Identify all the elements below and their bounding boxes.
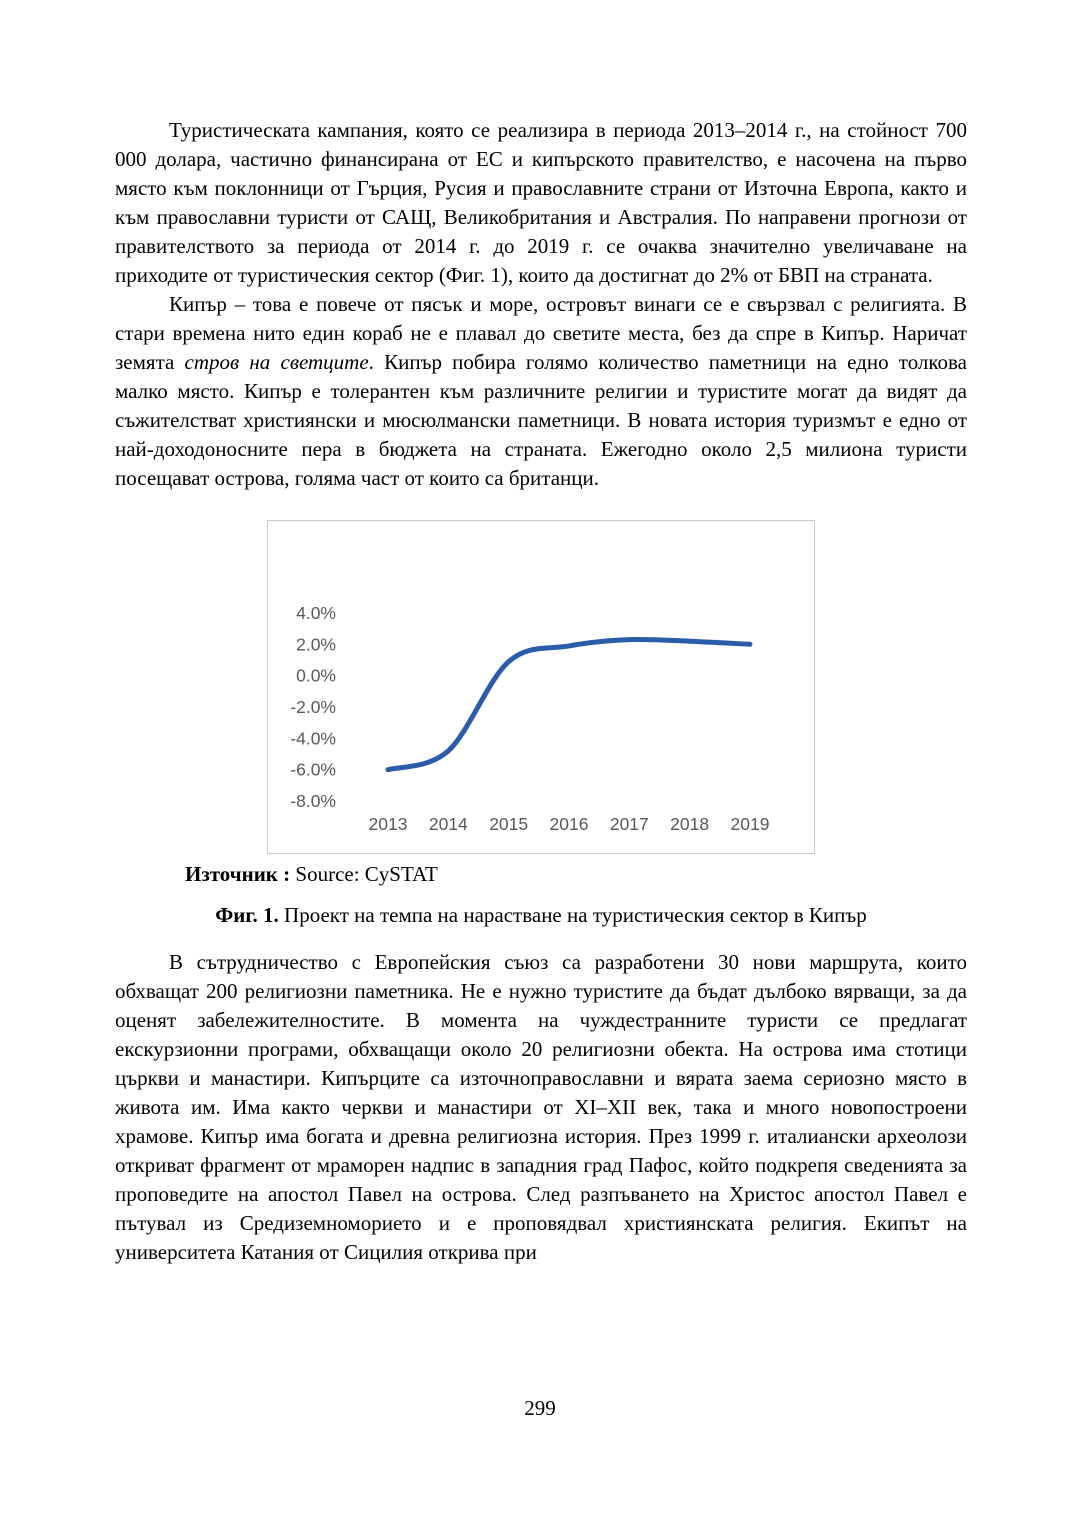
y-axis-tick-label: -8.0% bbox=[290, 791, 336, 811]
figure-caption-text: Проект на темпа на нарастване на туристическия сектор в Кипър bbox=[278, 903, 867, 927]
figure-source-label: Източник : bbox=[185, 862, 291, 886]
y-axis-tick-label: 4.0% bbox=[296, 603, 336, 623]
figure-caption-number: Фиг. 1. bbox=[215, 903, 279, 927]
y-axis-tick-label: -6.0% bbox=[290, 759, 336, 780]
paragraph-eu-routes bbox=[115, 948, 967, 1267]
text-run: Туристическата кампания, която се реализира в периода 2013–2014 г., на стойност 700 000 долара, частично финансирана от ЕС и кипърското правителство, е насочена на първо място към поклонници от Гърция, Русия и православните страни от Източна Европа, както и към православни туристи от САЩ, Великобритания и Австралия. По направени прогнози от правителството за периода от 2014 г. до 2019 г. се очаква значително увеличаване на приходите от туристическия сектор (Фиг. 1), които да достигнат до 2% от БВП на страната. bbox=[115, 118, 967, 287]
figure-source bbox=[185, 861, 967, 888]
tourism-growth-line-chart bbox=[268, 521, 814, 853]
y-axis-tick-label: -4.0% bbox=[290, 728, 336, 749]
italic-phrase: стров на светците bbox=[184, 350, 369, 374]
y-axis-tick-label: 2.0% bbox=[296, 634, 336, 655]
paragraph-cyprus-religion bbox=[115, 290, 967, 493]
y-axis-tick-label: 0.0% bbox=[296, 665, 336, 686]
y-axis-tick-label: -2.0% bbox=[290, 697, 336, 717]
figure-caption bbox=[115, 901, 967, 929]
chart-frame bbox=[267, 520, 815, 854]
text-run: Кипър – това е повече от пясък и море, островът винаги се е свързвал с религията. В стари времена нито един кораб не е плавал до светите места, без да спре в Кипър. Наричат земята bbox=[115, 292, 967, 374]
x-axis-tick-label: 2019 bbox=[730, 814, 770, 834]
x-axis-tick-label: 2014 bbox=[428, 814, 468, 834]
paragraph-tourism-campaign bbox=[115, 116, 967, 290]
figure-source-text: Source: CySTAT bbox=[290, 862, 438, 886]
growth-rate-line bbox=[388, 639, 750, 769]
text-run: . Кипър побира голямо количество паметници на едно толкова малко място. Кипър е толерантен към различните религии и туристите могат да видят да съжителстват християнски и мюсюлмански паметници. В новата история туризмът е едно от най-доходоносните пера в бюджета на страната. Ежегодно около 2,5 милиона туристи посещават острова, голяма част от които са британци. bbox=[115, 350, 967, 490]
x-axis-tick-label: 2015 bbox=[489, 814, 529, 834]
page-number: 299 bbox=[524, 1396, 556, 1420]
x-axis-tick-label: 2016 bbox=[549, 814, 589, 834]
x-axis-tick-label: 2013 bbox=[368, 814, 408, 834]
x-axis-tick-label: 2017 bbox=[609, 814, 649, 834]
text-run: В сътрудничество с Европейския съюз са разработени 30 нови маршрута, които обхващат 200 религиозни паметника. Не е нужно туристите да бъдат дълбоко вярващи, за да оценят забележителностите. В момента на чуждестранните туристи се предлагат екскурзионни програми, обхващащи около 20 религиозни обекта. На острова има стотици църкви и манастири. Кипърците са източноправославни и вярата заема сериозно място в живота им. Има както черкви и манастири от XI–XII век, така и много новопостроени храмове. Кипър има богата и древна религиозна история. През 1999 г. италиански археолози откриват фрагмент от мраморен надпис в западния град Пафос, който подкрепя сведенията за проповедите на апостол Павел на острова. След разпъването на Христос апостол Павел е пътувал из Средиземноморието и е проповядвал християнската религия. Екипът на университета Катания от Сицилия открива при bbox=[115, 950, 967, 1264]
figure-1 bbox=[115, 520, 967, 929]
x-axis-tick-label: 2018 bbox=[670, 814, 710, 834]
